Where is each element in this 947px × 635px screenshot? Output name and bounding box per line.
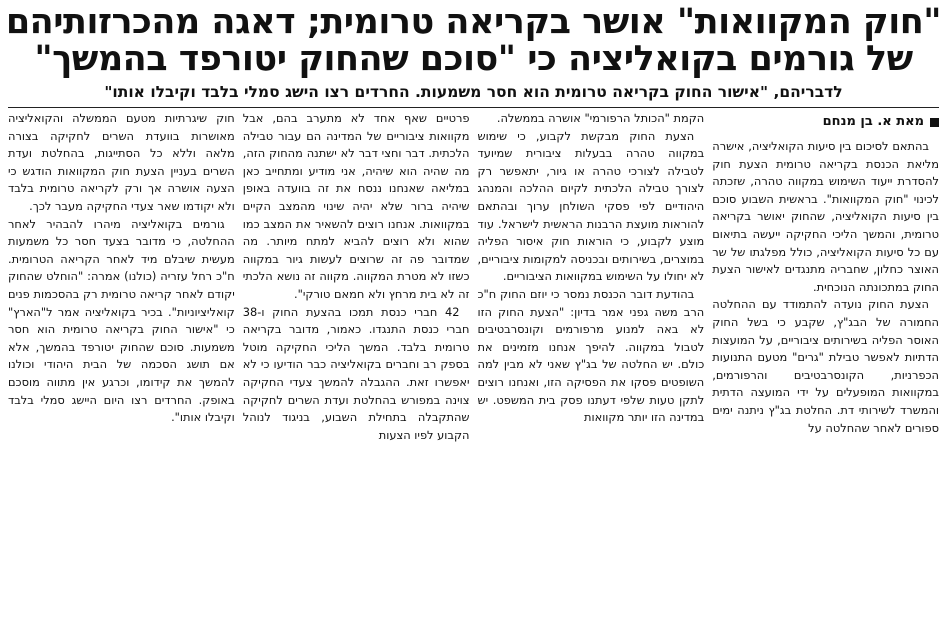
- paragraph: גורמים בקואליציה מיהרו להבהיר לאחר ההחלטה, כי מדובר בצעד חסר כל משמעות מעשית שיבלם מיד לאחר הקריאה הטרומית. ח"כ רחל עזריה (כולנו) אמרה: "הוחלט שהחוק יקודם לאחר קריאה טרומית רק בהסכמות פנים קואליציוניות". בכיר בקואליציה אמר ל"הארץ" כי "אישור החוק בקריאה טרומית הוא חסר משמעות. סוכם שהחוק יטורפד בהמשך, אלא אם תושג הסכמה של הבית היהודי וכולנו להמשך את קידומו, וכרגע אין מתווה מוסכם באופק. החרדים רצו היום היישג סמלי בלבד וקיבלו אותו".: [8, 216, 235, 425]
- paragraph: פרטיים שאף אחד לא מתערב בהם, אבל מקוואות ציבוריים של המדינה הם עבור טבילה הלכתית. דבר וחצי דבר לא ישתנה מהחוק הזה, מה שהיה הוא שיהיה, אני מודיע ומתחייב כאן במליאה שאנחנו ננסח את זה בוועדה באופן שיהיה ברור שלא יהיה שינוי מהמצב הקיים במקוואות. אנחנו רוצים להשאיר את המצב כמו שהוא ולא רוצים להביא למתח מיותר. מה שמדובר פה זה שרוצים לעשות גיור במקווה כשזו לא מטרת המקווה. מקווה זה נושא הלכתי זה לא בית מרחץ ולא חמאם טורקי".: [242, 111, 470, 301]
- article-column-3: [243, 110, 470, 633]
- byline: [712, 112, 939, 132]
- paragraph: הקמת "הכותל הרפורמי" אושרה בממשלה.: [496, 111, 705, 125]
- paragraph: בהתאם לסיכום בין סיעות הקואליציה, אישרה מליאת הכנסת בקריאה טרומית הצעת חוק להסדרת ייעוד השימוש במקווה טהרה, שזכתה לכינוי "חוק המקוואות". בראשית השבוע סוכם בין סיעות הקואליציה, שהחוק יאושר בקריאה טרומית, והמשך הליכי החקיקה ייעשה בתיאום עם כל סיעות הקואליציה, כולל מפלגתו של שר האוצר כחלון, שחבריה מתנגדים לאישור הצעת החוק במתכונתה הנוכחית.: [712, 139, 939, 294]
- article-column-2: [478, 110, 705, 633]
- headline-line-1: "חוק המקוואות" אושר בקריאה טרומית; דאגה מהכרזותיהם: [5, 4, 941, 41]
- divider: [8, 107, 939, 108]
- article-column-1: [712, 110, 939, 633]
- article-columns: [8, 110, 939, 633]
- paragraph: הצעת החוק נועדה להתמודד עם ההחלטה החמורה של הבג"ץ, שקבע כי בשל החוק האוסר הפליה בשירותים ציבוריים, על המועצות הדתיות לאפשר טבילת "גרים" מטעם התנועות הכפרניות, הקונסרבטיבים והרפורמים, במקוואות המופעלים על ידי המועצה הדתית והמשרד לשירותי דת. החלטת בג"ץ ניתנה ימים ספורים לאחר שהחלטה על: [712, 297, 939, 435]
- byline-square-icon: [930, 118, 939, 127]
- headline-line-2: של גורמים בקואליציה כי "סוכם שהחוק יטורפד בהמשך": [34, 41, 913, 78]
- paragraph: הצעת החוק מבקשת לקבוע, כי שימוש במקווה טהרה בבעלות ציבורית שמיועד לטבילה לצורכי טהרה או גיור, יתאפשר רק לצורך טבילה הלכתית לקיום ההלכה והמנהג היהודיים לפי פסקי השולחן ערוך ובהתאם להוראות מועצת הרבנות הראשית לישראל. עוד מוצע לקבוע, כי הוראות חוק איסור הפליה במוצרים, בשירותים ובכניסה למקומות ציבוריים, לא יחולו על השימוש במקוואות הציבוריים.: [477, 128, 705, 284]
- subheadline: לדבריהם, "אישור החוק בקריאה טרומית הוא חסר משמעות. החרדים רצו הישג סמלי בלבד וקיבלו אותו": [104, 83, 843, 101]
- paragraph: חוק שיגרתיות מטעם הממשלה והקואליציה מאושרות בוועדת השרים לחקיקה בצורה מלאה וללא כל הסתייגות, בהחלטת ועדת השרים בעניין הצעת חוק המקוואות הודגש כי הצעה אושרה אך ורק לקריאה טרומית בלבד ולא יקודמו שאר צעדי החקיקה מעבר לכך.: [8, 111, 235, 213]
- paragraph: 42 חברי כנסת תמכו בהצעת החוק ו-38 חברי כנסת התנגדו. כאמור, מדובר בקריאה טרומית בלבד. המשך הליכי החקיקה מוטל בספק רב וחברים בקואליציה כבר הודיעו כי לא יאפשרו זאת. ההגבלה להמשך צעדי החקיקה צוינה במפורש בהחלטת ועדת השרים לחקיקה שהתקבלה בתחילת השבוע, בניגוד לנוהל הקבוע לפיו הצעות: [242, 304, 470, 442]
- byline-author: מאת א. בן מנחם: [822, 114, 924, 129]
- article-column-4: [8, 110, 235, 633]
- paragraph: בהודעת דובר הכנסת נמסר כי יוזם החוק ח"כ הרב משה גפני אמר בדיון: "הצעת החוק הזו לא באה למנוע מרפורמים וקונסרבטיבים לטבול במקווה. להיפך אנחנו מזמינים את כולם. יש החלטה של בג"ץ שאני לא מבין למה השופטים פסקו את הפסיקה הזו, ואנחנו רוצים לתקן טעות שלפי דעתנו פסק בית המשפט. יש במדינה הזו יותר מקוואות: [477, 286, 705, 425]
